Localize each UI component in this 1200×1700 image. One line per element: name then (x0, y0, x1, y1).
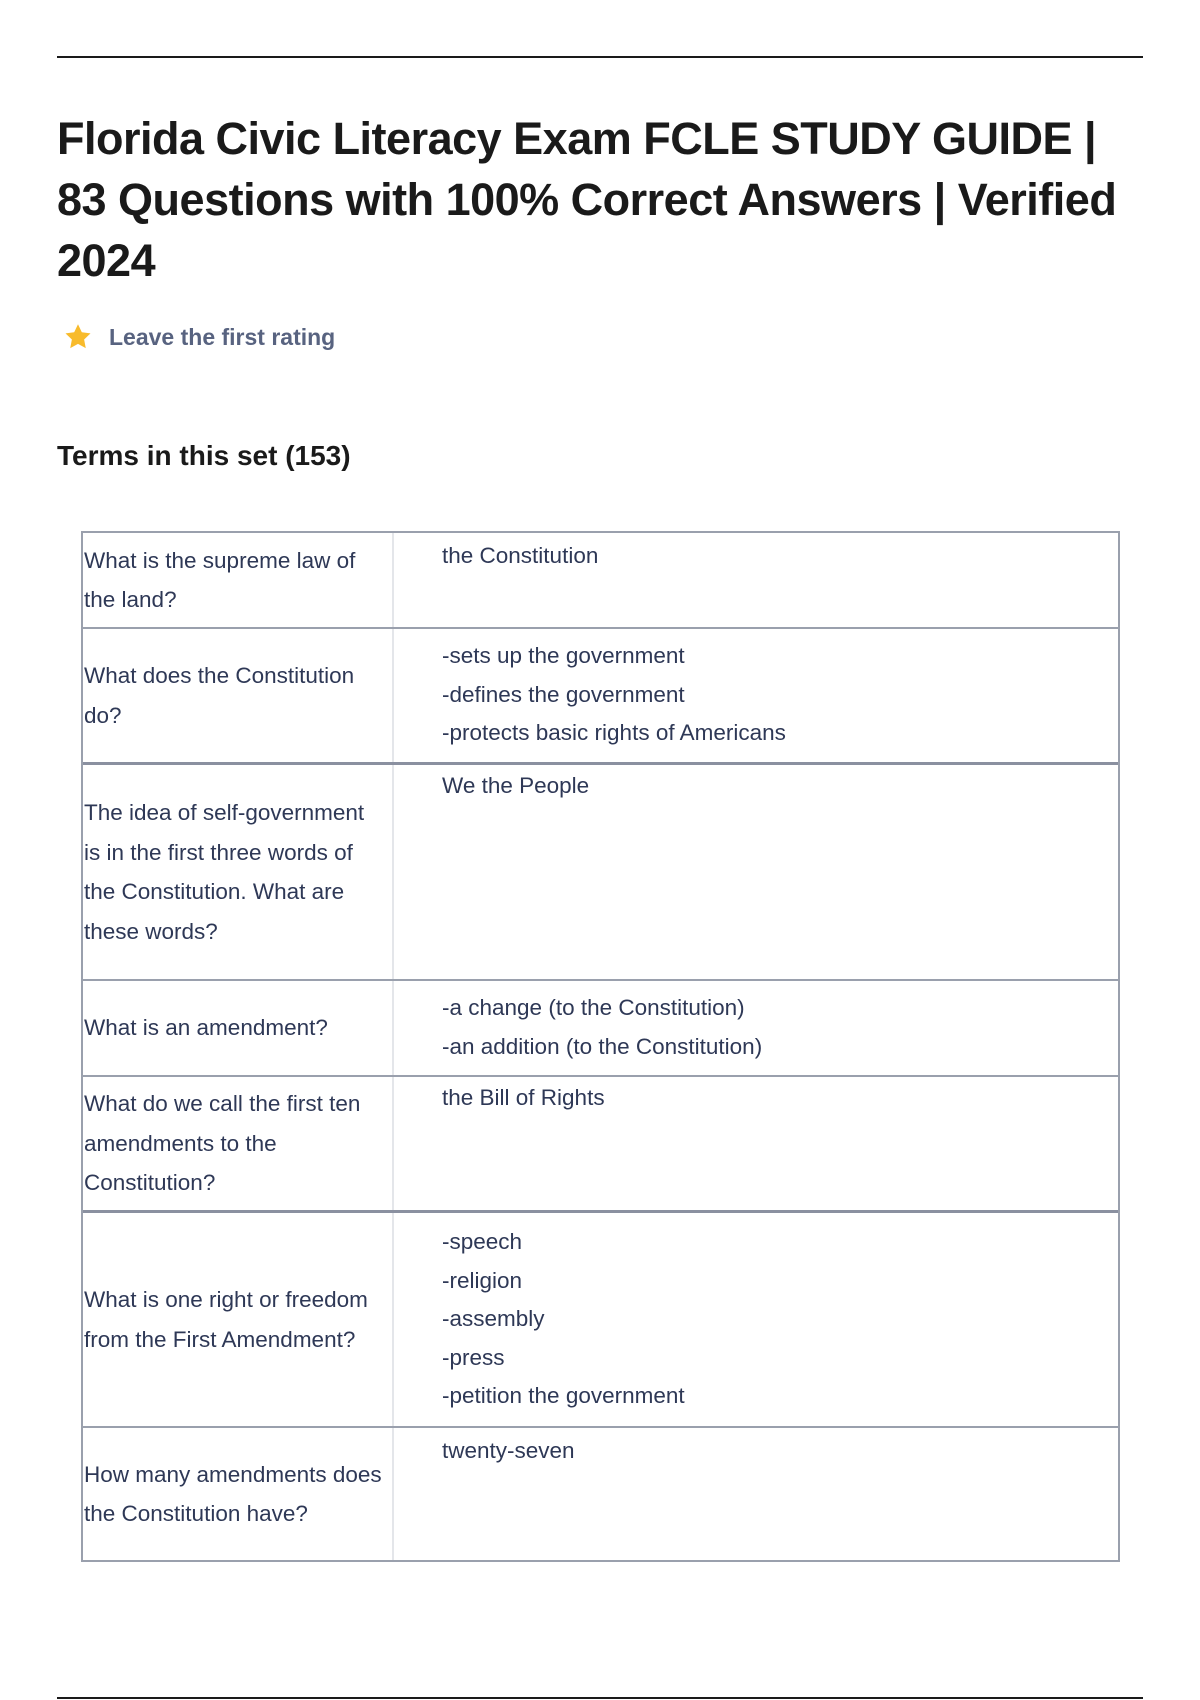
definition-text (394, 629, 1118, 762)
definition-line: -a change (to the Constitution) (442, 995, 745, 1020)
term-row (83, 765, 1118, 981)
term-text: What is the supreme law of the land? (83, 533, 394, 627)
definition-line: -an addition (to the Constitution) (442, 1033, 763, 1059)
page-title: Florida Civic Literacy Exam FCLE STUDY GUIDE | 83 Questions with 100% Correct Answers | Verified 2024 (57, 113, 1117, 286)
term-row (83, 1213, 1118, 1428)
term-row (83, 1077, 1118, 1213)
term-text: What is one right or freedom from the First Amendment? (83, 1213, 394, 1426)
term-text: How many amendments does the Constitution have? (83, 1428, 394, 1560)
top-divider (57, 56, 1143, 58)
definition-line: We the People (442, 773, 590, 798)
definition-line: -speech (442, 1229, 523, 1254)
definition-line: -petition the government (442, 1383, 685, 1408)
term-row (83, 533, 1118, 629)
definition-text (394, 1428, 1118, 1560)
rating-link[interactable] (63, 322, 335, 352)
term-row (83, 1428, 1118, 1560)
definition-text (394, 981, 1118, 1075)
definition-line: twenty-seven (442, 1438, 575, 1463)
definition-line: -press (442, 1344, 505, 1370)
bottom-divider (57, 1697, 1143, 1699)
term-row (83, 629, 1118, 765)
definition-line: -religion (442, 1267, 523, 1293)
star-icon (63, 322, 93, 352)
rating-label: Leave the first rating (109, 323, 336, 350)
definition-line: the Constitution (442, 543, 599, 568)
definition-text (394, 1077, 1118, 1210)
term-text: What do we call the first ten amendments to the Constitution? (83, 1077, 394, 1210)
definition-line: -defines the government (442, 681, 685, 707)
definition-line: -sets up the government (442, 643, 685, 668)
term-text: What is an amendment? (83, 981, 394, 1075)
term-text: What does the Constitution do? (83, 629, 394, 762)
definition-line: the Bill of Rights (442, 1085, 605, 1110)
terms-table (81, 531, 1120, 1562)
term-row (83, 981, 1118, 1077)
definition-text (394, 1213, 1118, 1426)
definition-text (394, 765, 1118, 979)
definition-text (394, 533, 1118, 627)
terms-heading: Terms in this set (153) (57, 440, 351, 471)
definition-line: -assembly (442, 1306, 545, 1331)
term-text: The idea of self-government is in the first three words of the Constitution. What are these words? (83, 765, 394, 979)
definition-line: -protects basic rights of Americans (442, 720, 786, 745)
